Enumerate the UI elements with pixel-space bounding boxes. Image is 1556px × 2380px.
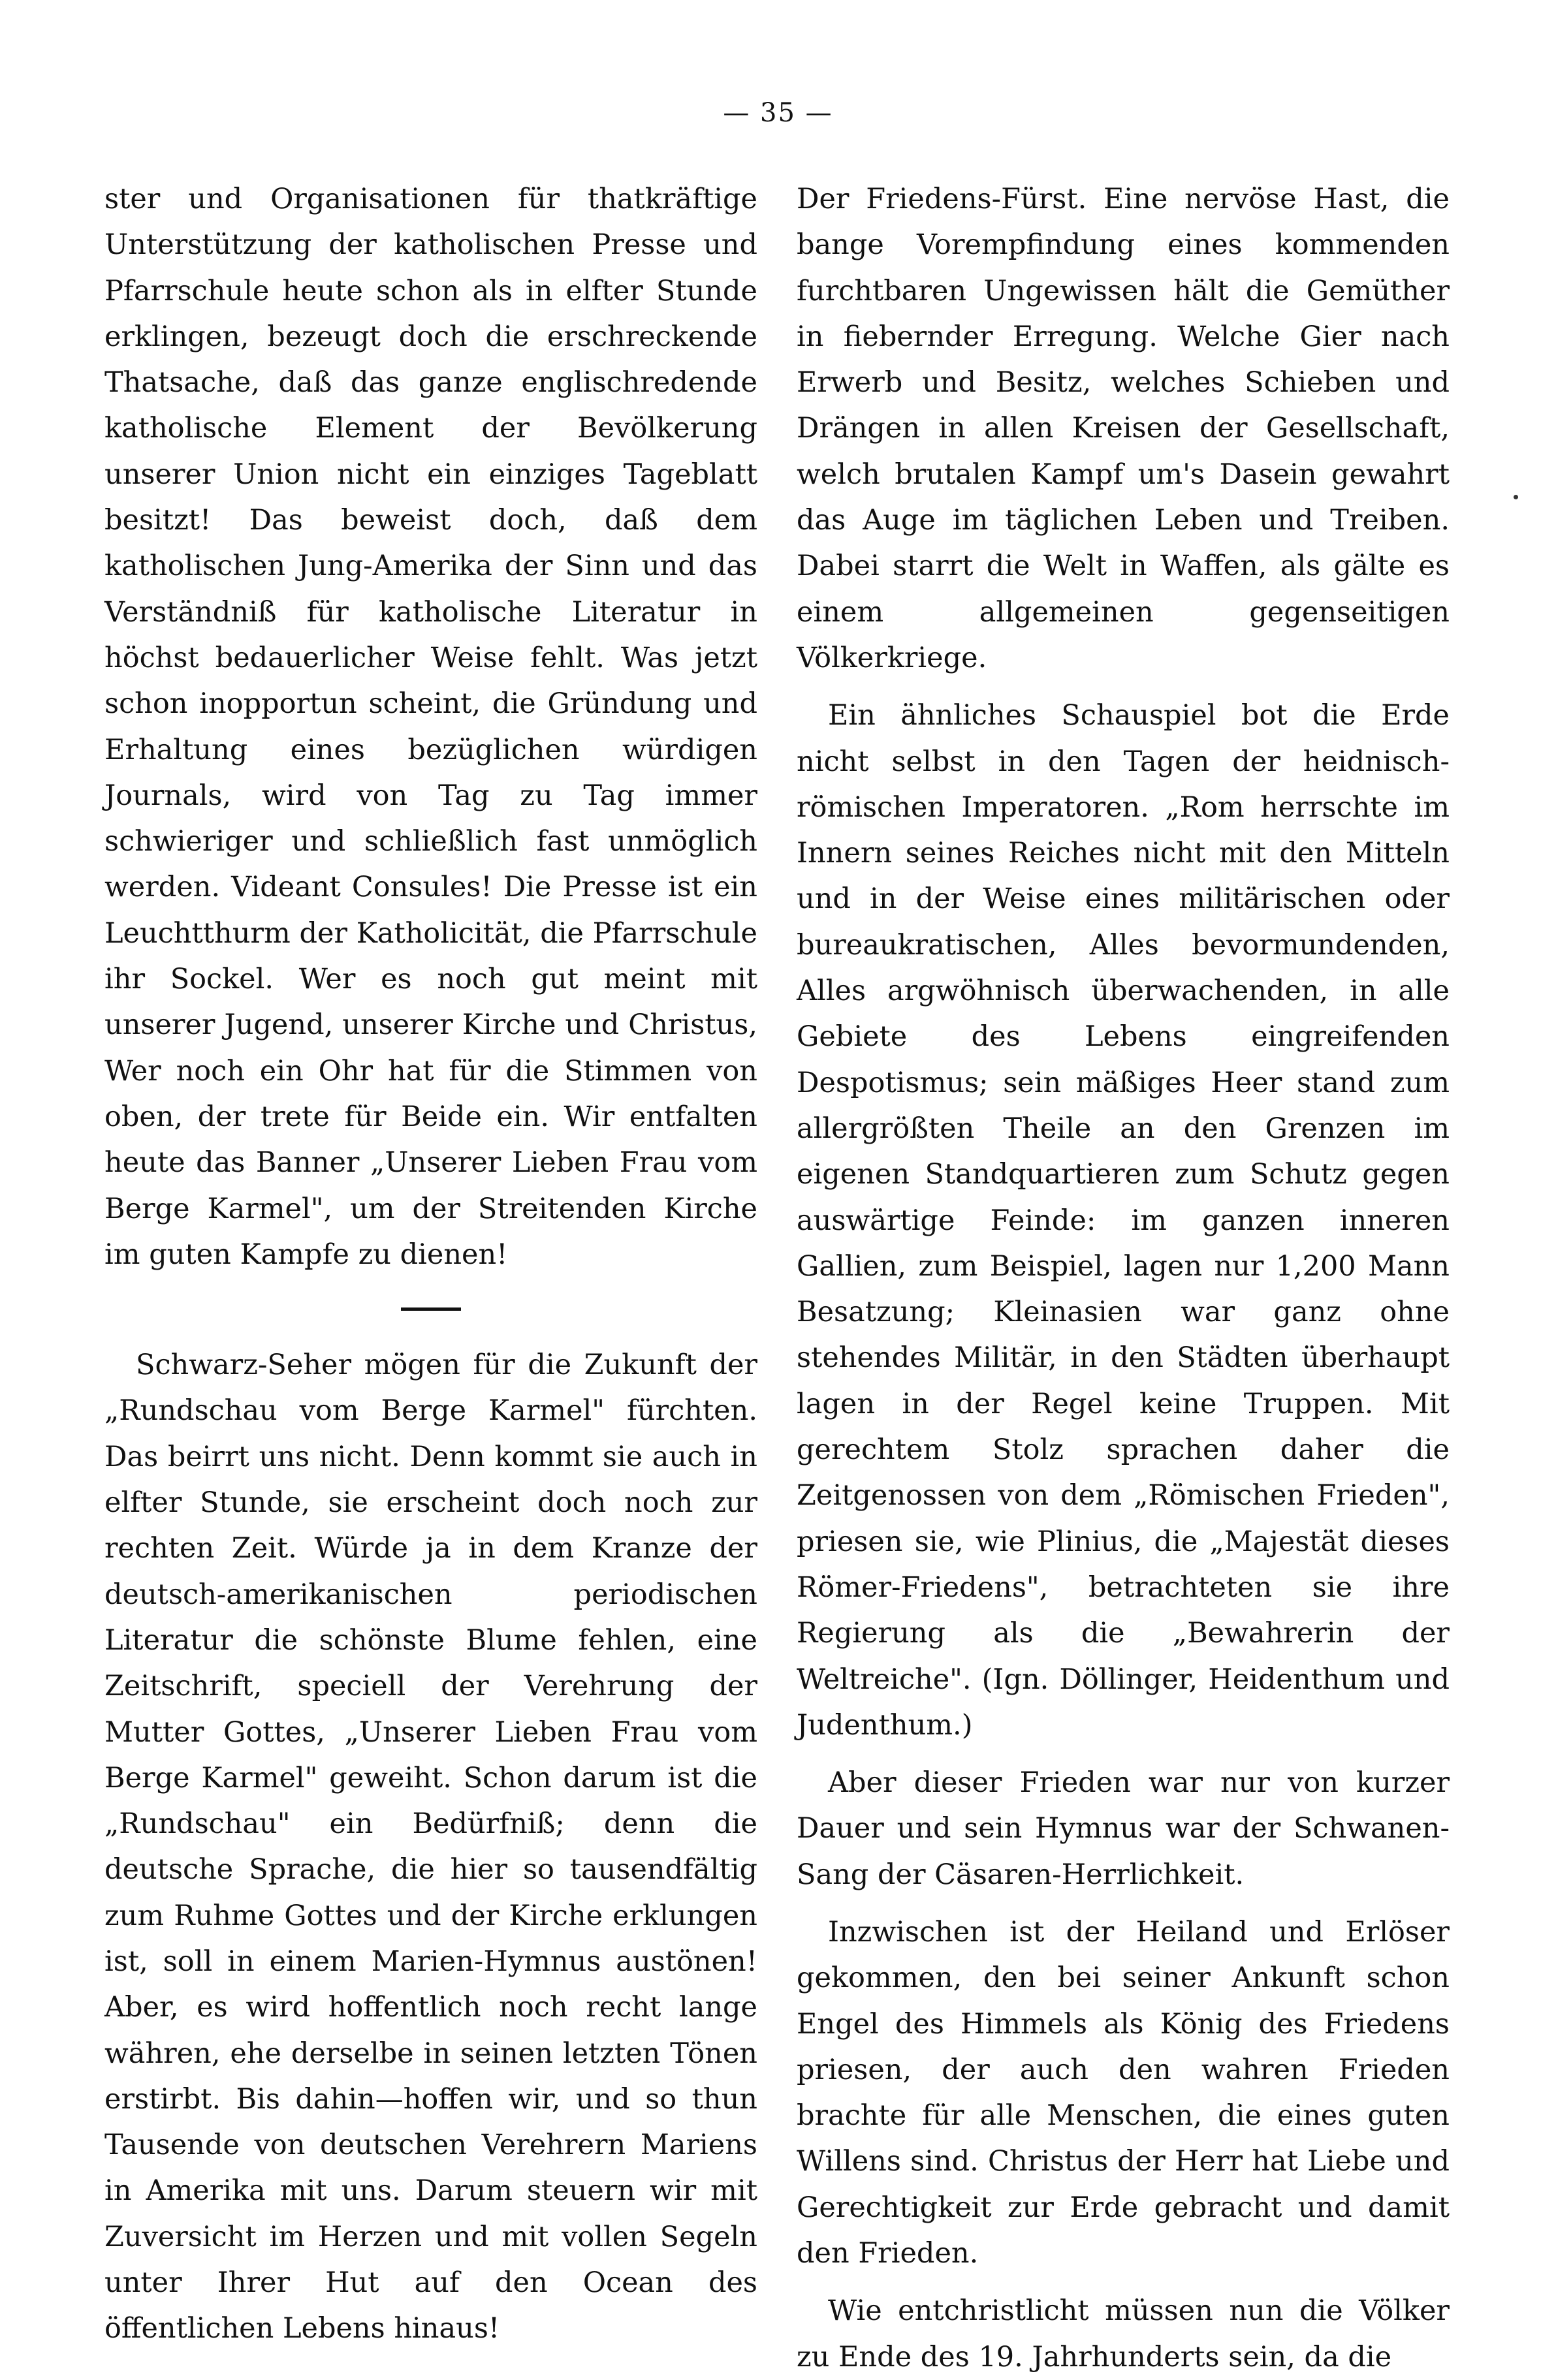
right-paragraph-5: Wie entchristlicht müssen nun die Völker zu Ende des 19. Jahrhunderts sein, da die — [797, 2294, 1450, 2373]
left-column — [104, 176, 757, 2352]
left-paragraph-2: Schwarz-Seher mögen für die Zukunft der „Rundschau vom Berge Karmel" fürchten. Das beirrt uns nicht. Denn kommt sie auch in elfter Stunde, sie erscheint doch noch zur rechten Zeit. Würde ja in dem Kranze der deutsch-amerikanischen periodischen Literatur die schönste Blume fehlen, eine Zeitschrift, speciell der Verehrung der Mutter Gottes, „Unserer Lieben Frau vom Berge Karmel" geweiht. Schon darum ist die „Rundschau" ein Bedürfniß; denn die deutsche Sprache, die hier so tausendfältig zum Ruhme Gottes und der Kirche erklungen ist, soll in einem Marien-Hymnus austönen! Aber, es wird hoffentlich noch recht lange währen, ehe derselbe in seinen letzten Tönen erstirbt. Bis dahin—hoffen wir, und so thun Tausende von deutschen Verehrern Mariens in Amerika mit uns. Darum steuern wir mit Zuversicht im Herzen und mit vollen Segeln unter Ihrer Hut auf den Ocean des öffentlichen Lebens hinaus! — [104, 1349, 757, 2345]
right-paragraph-2: Ein ähnliches Schauspiel bot die Erde nicht selbst in den Tagen der heidnisch-römischen Imperatoren. „Rom herrschte im Innern seines Reiches nicht mit den Mitteln und in der Weise eines militärischen oder bureaukratischen, Alles bevormundenden, Alles argwöhnisch überwachenden, in alle Gebiete des Lebens eingreifenden Despotismus; sein mäßiges Heer stand zum allergrößten Theile an den Grenzen im eigenen Standquartieren zum Schutz gegen auswärtige Feinde: im ganzen inneren Gallien, zum Beispiel, lagen nur 1,200 Mann Besatzung; Kleinasien war ganz ohne stehendes Militär, in den Städten überhaupt lagen in der Regel keine Truppen. Mit gerechtem Stolz sprachen daher die Zeitgenossen von dem „Römischen Frieden", priesen sie, wie Plinius, die „Majestät dieses Römer-Friedens", betrachteten sie ihre Regierung als die „Bewahrerin der Weltreiche". (Ign. Döllinger, Heidenthum und Judenthum.) — [797, 699, 1450, 1742]
right-paragraph-3: Aber dieser Frieden war nur von kurzer Dauer und sein Hymnus war der Schwanen-Sang der Cäsaren-Herrlichkeit. — [797, 1766, 1450, 1891]
right-paragraph-1: Der Friedens-Fürst. Eine nervöse Hast, die bange Vorempfindung eines kommenden furchtbaren Ungewissen hält die Gemüther in fiebernder Erregung. Welche Gier nach Erwerb und Besitz, welches Schieben und Drängen in allen Kreisen der Gesellschaft, welch brutalen Kampf um's Dasein gewahrt das Auge im täglichen Leben und Treiben. Dabei starrt die Welt in Waffen, als gälte es einem allgemeinen gegenseitigen Völkerkriege. — [797, 183, 1450, 674]
left-paragraph-1: ster und Organisationen für thatkräftige Unterstützung der katholischen Presse und Pfarrschule heute schon als in elfter Stunde erklingen, bezeugt doch die erschreckende Thatsache, daß das ganze englischredende katholische Element der Bevölkerung unserer Union nicht ein einziges Tageblatt besitzt! Das beweist doch, daß dem katholischen Jung-Amerika der Sinn und das Verständniß für katholische Literatur in höchst bedauerlicher Weise fehlt. Was jetzt schon inopportun scheint, die Gründung und Erhaltung eines bezüglichen würdigen Journals, wird von Tag zu Tag immer schwieriger und schließlich fast unmöglich werden. Videant Consules! Die Presse ist ein Leuchtthurm der Katholicität, die Pfarrschule ihr Sockel. Wer es noch gut meint mit unserer Jugend, unserer Kirche und Christus, Wer noch ein Ohr hat für die Stimmen von oben, der trete für Beide ein. Wir entfalten heute das Banner „Unserer Lieben Frau vom Berge Karmel", um der Streitenden Kirche im guten Kampfe zu dienen! — [104, 183, 757, 1271]
section-divider — [401, 1307, 461, 1311]
right-column — [797, 176, 1450, 2380]
page-number: — 35 — — [723, 98, 833, 128]
right-paragraph-4: Inzwischen ist der Heiland und Erlöser gekommen, den bei seiner Ankunft schon Engel des Himmels als König des Friedens priesen, der auch den wahren Frieden brachte für alle Menschen, die eines guten Willens sind. Christus der Herr hat Liebe und Gerechtigkeit zur Erde gebracht und damit den Frieden. — [797, 1915, 1450, 2270]
margin-dot — [1514, 495, 1518, 499]
